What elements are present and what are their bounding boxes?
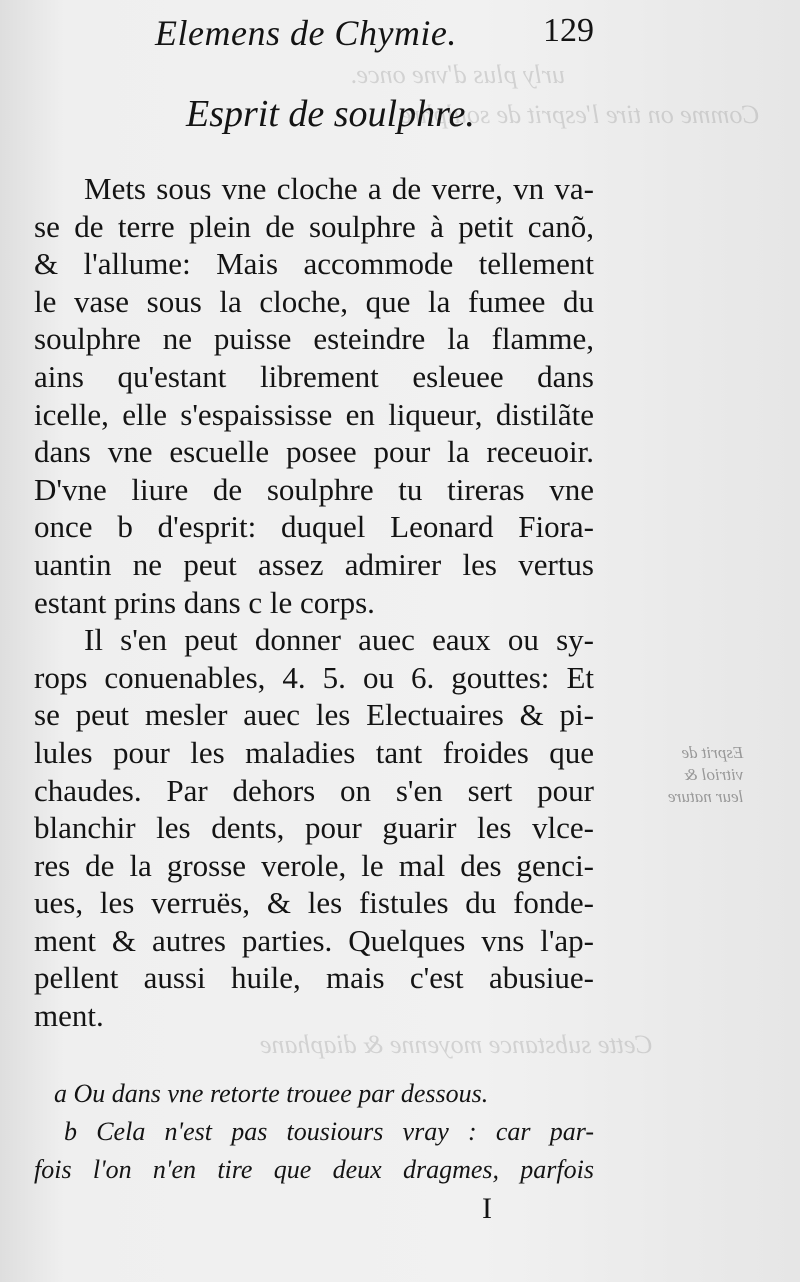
text-line: ment. [34,998,104,1034]
text-line: ues, les verruës, & les fistules du fonde- [34,885,594,921]
main-text [34,170,594,1035]
footnote-a: a Ou dans vne retorte trouee par dessous. [54,1079,489,1108]
show-through-text: Cette substance moyenne & diaphane [260,1030,653,1059]
text-line: icelle, elle s'espaississe en liqueur, distilãte [34,396,594,432]
text-line: & l'allume: Mais accommode tellement [34,246,594,282]
text-line: ment & autres parties. Quelques vns l'ap- [34,922,594,958]
text-line: chaudes. Par dehors on s'en sert pour [34,772,594,808]
text-line: pellent aussi huile, mais c'est abusiue- [34,960,594,996]
show-through-margin-note: Esprit de vitriol & leur nature [668,743,744,806]
text-line: se peut mesler auec les Electuaires & pi- [34,697,594,733]
page-number: 129 [543,12,594,49]
running-title: Elemens de Chymie. [155,13,457,53]
text-line: blanchir les dents, pour guarir les vlce- [34,810,594,846]
text-line: soulphre ne puisse esteindre la flamme, [34,321,594,357]
text-line: lules pour les maladies tant froides que [34,734,594,770]
section-title: Esprit de soulphre. [186,93,475,135]
text-line: D'vne liure de soulphre tu tireras vne [34,471,594,507]
footnotes [34,1075,594,1189]
footnote-b-continued: fois l'on n'en tire que deux dragmes, parfois [34,1155,594,1184]
text-line: rops conuenables, 4. 5. ou 6. gouttes: Et [34,659,594,695]
signature-mark: I [482,1192,492,1225]
text-line: estant prins dans c le corps. [34,584,375,620]
text-line: le vase sous la cloche, que la fumee du [34,283,594,319]
text-line: once b d'esprit: duquel Leonard Fiora- [34,509,594,545]
text-line: uantin ne peut assez admirer les vertus [34,546,594,582]
text-line: ains qu'estant librement esleuee dans [34,358,594,394]
text-line: se de terre plein de soulphre à petit canõ, [34,208,594,244]
text-line: Mets sous vne cloche a de verre, vn va- [84,171,594,206]
show-through-text: Comme on tire l'esprit de soulphre [400,100,760,129]
text-line: dans vne escuelle posee pour la receuoir. [34,434,594,470]
text-line: res de la grosse verole, le mal des genci- [34,847,594,883]
show-through-text: urly plus d'vne once. [350,60,565,89]
text-line: Il s'en peut donner auec eaux ou sy- [84,622,594,658]
footnote-b: b Cela n'est pas tousiours vray : car par- [64,1117,594,1146]
